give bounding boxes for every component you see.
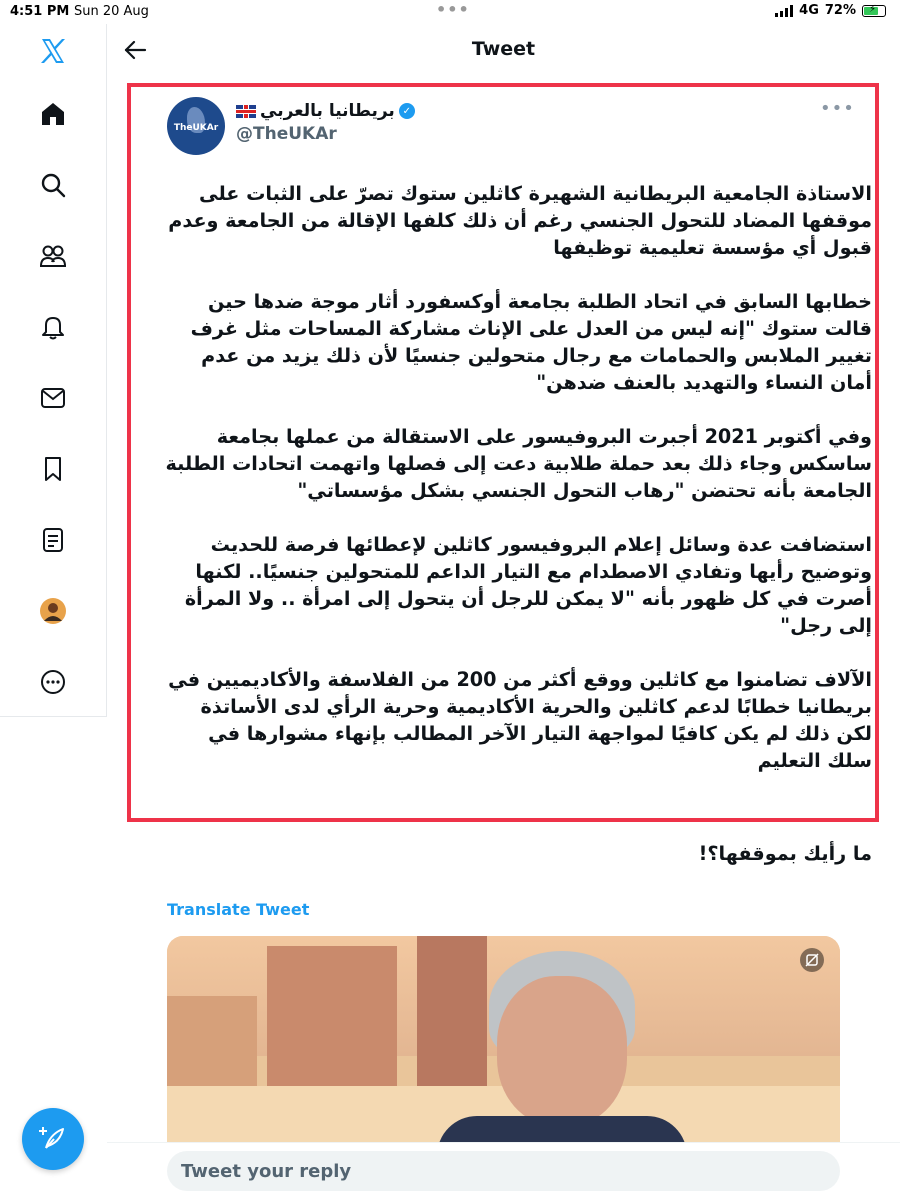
search-icon[interactable] xyxy=(36,168,70,202)
status-right xyxy=(775,3,886,18)
author-handle[interactable]: @TheUKAr xyxy=(236,124,337,144)
person-figure xyxy=(467,951,657,1146)
tweet-paragraph: الآلاف تضامنوا مع كاثلين ووقع أكثر من 200 من الفلاسفة والأكاديميين في بريطانيا خطابًا لدعم كاثلين والحرية الأكاديمية وحرية الرأي لدى الأساتذة لكن ذلك لم يكن كافيًا لمواجهة التيار الآخر المطالب بإنهاء مشوارها في سلك التعليم xyxy=(168,668,872,772)
author-avatar[interactable] xyxy=(167,97,225,155)
translate-tweet-link[interactable]: Translate Tweet xyxy=(167,900,310,919)
multitasking-dots-icon[interactable]: ••• xyxy=(436,0,470,19)
uk-flag-icon xyxy=(236,105,256,118)
battery-icon: ⚡ xyxy=(862,5,886,17)
author-display-name[interactable]: بريطانيا بالعربي xyxy=(260,101,395,121)
page-title: Tweet xyxy=(471,38,536,60)
status-date: Sun 20 Aug xyxy=(74,4,149,19)
reply-bar xyxy=(107,1142,900,1201)
cellular-signal-icon xyxy=(775,5,793,17)
sensitive-media-icon[interactable] xyxy=(800,948,824,972)
tweet-more-icon[interactable]: ••• xyxy=(820,98,855,119)
more-options-icon[interactable] xyxy=(36,665,70,699)
messages-envelope-icon[interactable] xyxy=(36,381,70,415)
avatar-label: TheUKAr xyxy=(173,123,219,133)
feather-plus-icon xyxy=(38,1124,68,1154)
tweet-text xyxy=(160,180,872,801)
battery-percent: 72% xyxy=(824,3,856,18)
tweet-header xyxy=(107,24,900,76)
status-time: 4:51 PM xyxy=(10,4,70,19)
sidebar xyxy=(0,24,107,717)
verified-badge-icon: ✓ xyxy=(399,103,415,119)
compose-tweet-button[interactable] xyxy=(22,1108,84,1170)
tweet-paragraph: استضافت عدة وسائل إعلام البروفيسور كاثلين لإعطائها فرصة للحديث وتوضيح رأيها وتفادي الاصطدام مع التيار الداعم للمتحولين جنسيًا.. لكنها أصرت في كل ظهور بأنه "لا يمكن للرجل أن يتحول إلى امرأة .. ولا المرأة إلى رجل" xyxy=(184,533,872,637)
tweet-paragraph: وفي أكتوبر 2021 أجبرت البروفيسور على الاستقالة من عملها بجامعة ساسكس وجاء ذلك بعد حملة طلابية دعت إلى فصلها واتهمت اتحادات الطلبة الجامعة بأنه تحتضن "رهاب التحول الجنسي بشكل مؤسساتي" xyxy=(165,425,872,502)
author-name-row[interactable] xyxy=(236,100,415,122)
home-icon[interactable] xyxy=(36,97,70,131)
tweet-paragraph: الاستاذة الجامعية البريطانية الشهيرة كاثلين ستوك تصرّ على الثبات على موقفها المضاد للتحول الجنسي رغم أن ذلك كلفها الإقالة من الجامعة وعدم قبول أي مؤسسة تعليمية توظيفها xyxy=(168,182,872,259)
status-bar xyxy=(0,0,900,24)
tweet-paragraph: خطابها السابق في اتحاد الطلبة بجامعة أوكسفورد أثار موجة ضدها حين قالت ستوك "إنه ليس من العدل على الإناث مشاركة المساحات مثل غرف تغيير الملابس والحمامات مع رجال متحولين جنسيًا لأن ذلك يزيد من عدم أمان النساء والتهديد بالعنف ضدهن" xyxy=(190,290,872,394)
communities-icon[interactable] xyxy=(36,239,70,273)
reply-input[interactable] xyxy=(167,1151,840,1191)
profile-avatar[interactable] xyxy=(36,594,70,628)
network-type: 4G xyxy=(799,3,819,18)
lists-icon[interactable] xyxy=(36,523,70,557)
notifications-bell-icon[interactable] xyxy=(36,310,70,344)
bookmark-icon[interactable] xyxy=(36,452,70,486)
tweet-media-image[interactable] xyxy=(167,936,840,1146)
tweet-question: ما رأيك بموقفها؟! xyxy=(698,842,872,865)
x-logo-icon[interactable] xyxy=(36,34,70,68)
